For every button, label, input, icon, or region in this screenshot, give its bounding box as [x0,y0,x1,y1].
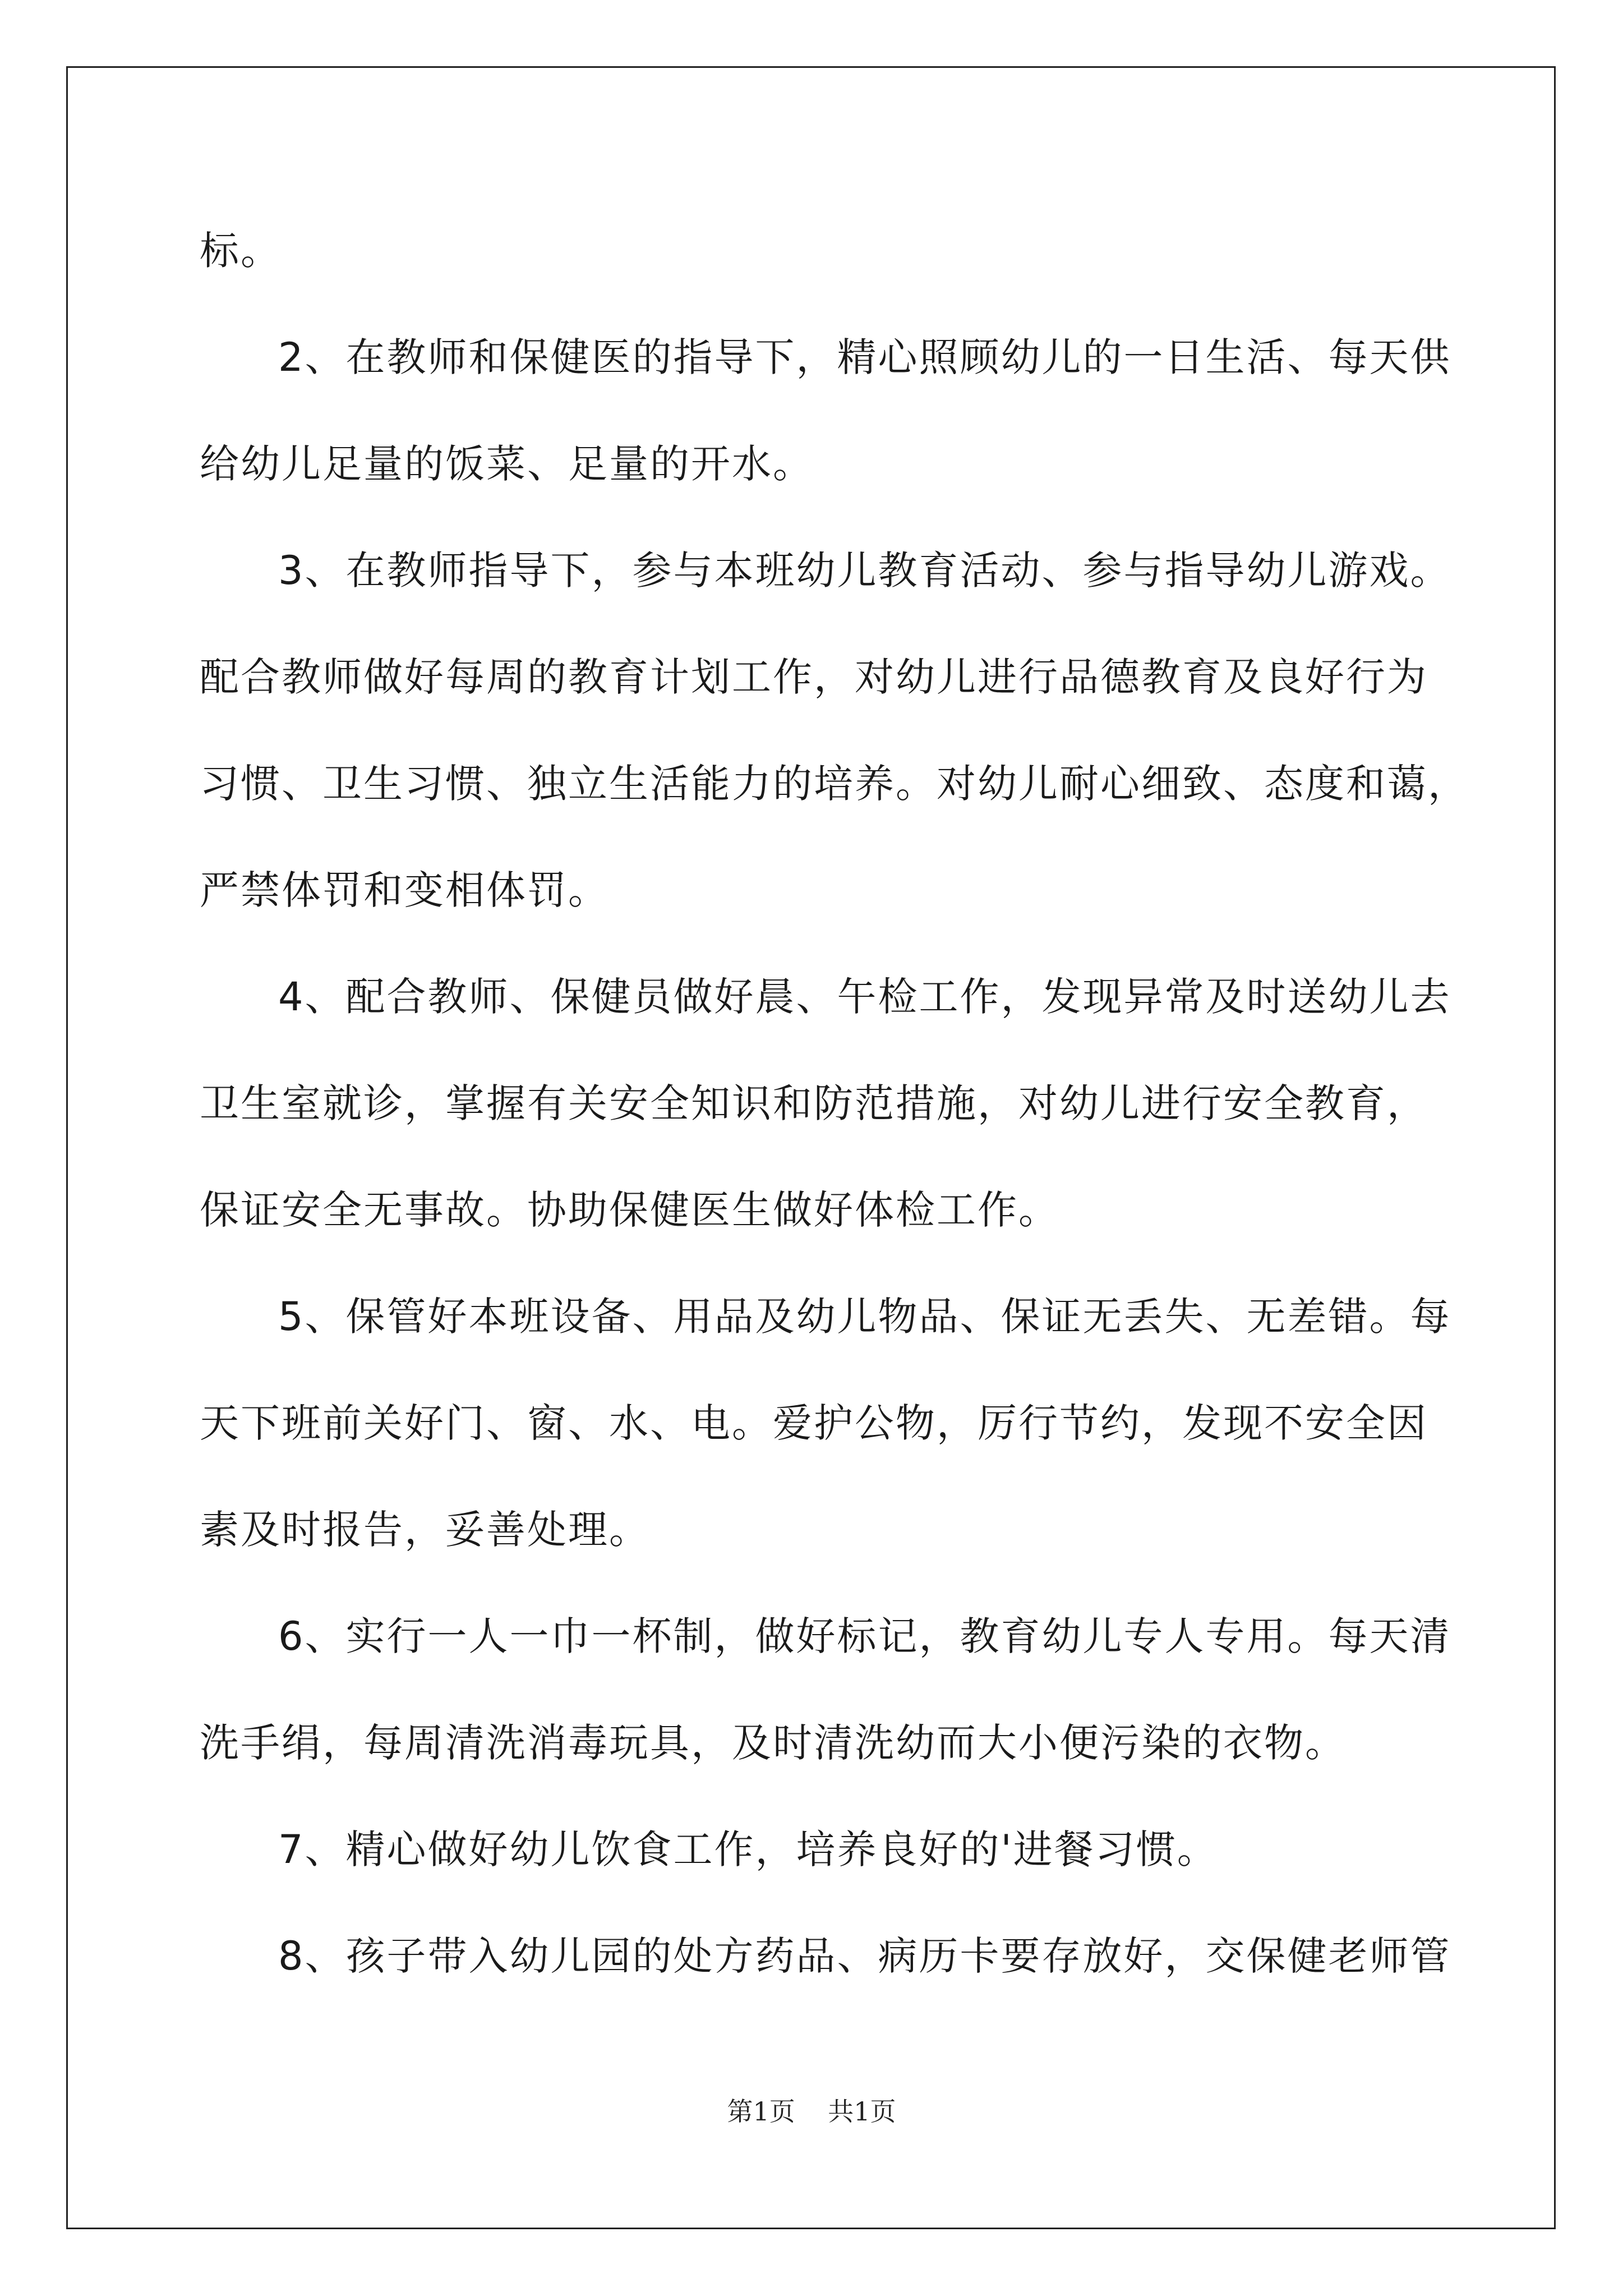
page-footer [0,2091,1623,2128]
text-line: 卫生室就诊，掌握有关安全知识和防范措施，对幼儿进行安全教育， [200,1080,1428,1126]
text-line: 素及时报告，妥善处理。 [200,1507,650,1553]
text-line: 洗手绢，每周清洗消毒玩具，及时清洗幼而大小便污染的衣物。 [200,1720,1346,1766]
text-line: 习惯、卫生习惯、独立生活能力的培养。对幼儿耐心细致、态度和蔼， [200,761,1469,807]
text-line: 6、实行一人一巾一杯制，做好标记，教育幼儿专人专用。每天清 [278,1613,1451,1659]
document-body [200,220,1469,2032]
page-number: 第1页 [727,2096,795,2127]
page-total: 共1页 [828,2096,896,2127]
text-line: 保证安全无事故。协助保健医生做好体检工作。 [200,1187,1059,1233]
text-line: 给幼儿足量的饭菜、足量的开水。 [200,441,814,487]
text-line: 标。 [200,228,282,274]
text-line: 2、在教师和保健医的指导下，精心照顾幼儿的一日生活、每天供 [278,334,1451,380]
text-line: 配合教师做好每周的教育计划工作，对幼儿进行品德教育及良好行为 [200,654,1428,700]
text-line: 4、配合教师、保健员做好晨、午检工作，发现异常及时送幼儿去 [278,974,1451,1020]
text-line: 天下班前关好门、窗、水、电。爱护公物，厉行节约，发现不安全因 [200,1400,1428,1446]
text-line: 7、精心做好幼儿饮食工作，培养良好的'进餐习惯。 [278,1826,1218,1872]
text-line: 严禁体罚和变相体罚。 [200,867,609,913]
text-line: 3、在教师指导下，参与本班幼儿教育活动、参与指导幼儿游戏。 [278,547,1451,593]
text-line: 5、保管好本班设备、用品及幼儿物品、保证无丢失、无差错。每 [278,1294,1451,1340]
text-line: 8、孩子带入幼儿园的处方药品、病历卡要存放好，交保健老师管 [278,1933,1451,1979]
